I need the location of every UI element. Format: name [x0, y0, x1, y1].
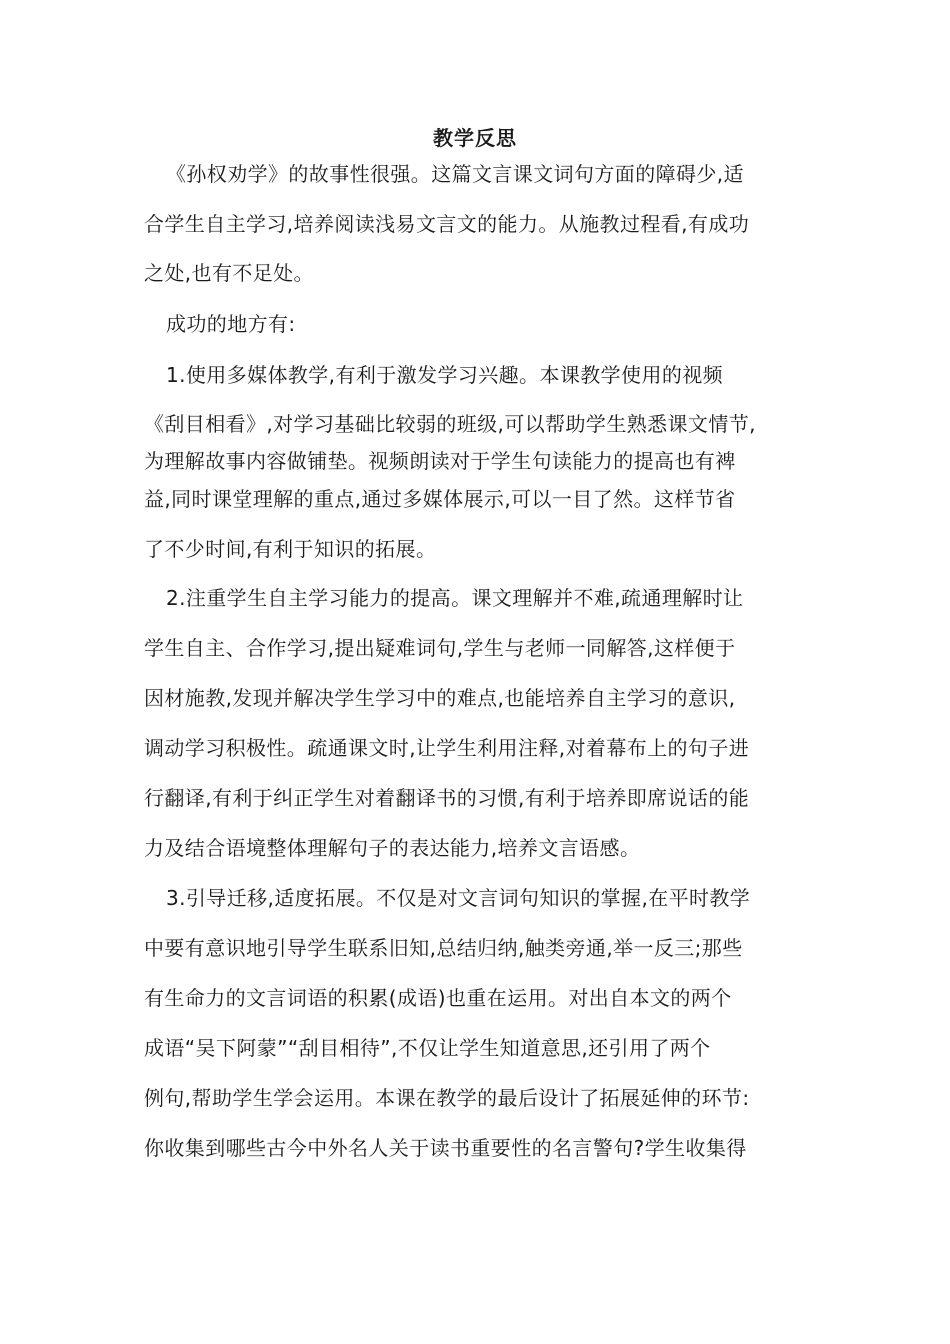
paragraph-line: 因材施教,发现并解决学生学习中的难点,也能培养自主学习的意识,: [144, 686, 736, 710]
paragraph-line: 2.注重学生自主学习能力的提高。课文理解并不难,疏通理解时让: [166, 586, 744, 610]
paragraph-line: 了不少时间,有利于知识的拓展。: [144, 537, 437, 561]
document-title: 教学反思: [433, 126, 517, 150]
paragraph-line: 《刮目相看》,对学习基础比较弱的班级,可以帮助学生熟悉课文情节,: [144, 412, 756, 436]
paragraph-line: 中要有意识地引导学生联系旧知,总结归纳,触类旁通,举一反三;那些: [144, 936, 743, 960]
paragraph-line: 《孙权劝学》的故事性很强。这篇文言课文词句方面的障碍少,适: [166, 162, 744, 186]
paragraph-line: 3.引导迁移,适度拓展。不仅是对文言词句知识的掌握,在平时教学: [166, 886, 751, 910]
paragraph-line: 例句,帮助学生学会运用。本课在教学的最后设计了拓展延伸的环节:: [144, 1086, 750, 1110]
paragraph-line: 有生命力的文言词语的积累(成语)也重在运用。对出自本文的两个: [144, 986, 732, 1010]
paragraph-line: 益,同时课堂理解的重点,通过多媒体展示,可以一目了然。这样节省: [144, 487, 736, 511]
paragraph-line: 力及结合语境整体理解句子的表达能力,培养文言语感。: [144, 836, 641, 860]
section-heading: 成功的地方有:: [166, 312, 296, 336]
paragraph-line: 1.使用多媒体教学,有利于激发学习兴趣。本课教学使用的视频: [166, 363, 724, 387]
paragraph-line: 成语“吴下阿蒙”“刮目相待”,不仅让学生知道意思,还引用了两个: [144, 1036, 711, 1060]
paragraph-line: 你收集到哪些古今中外名人关于读书重要性的名言警句?学生收集得: [144, 1136, 747, 1160]
paragraph-line: 合学生自主学习,培养阅读浅易文言文的能力。从施教过程看,有成功: [144, 212, 750, 236]
paragraph-line: 行翻译,有利于纠正学生对着翻译书的习惯,有利于培养即席说话的能: [144, 786, 750, 810]
paragraph-line: 之处,也有不足处。: [144, 261, 314, 285]
paragraph-line: 学生自主、合作学习,提出疑难词句,学生与老师一同解答,这样便于: [144, 636, 736, 660]
paragraph-line: 为理解故事内容做铺垫。视频朗读对于学生句读能力的提高也有裨: [144, 449, 736, 473]
paragraph-line: 调动学习积极性。疏通课文时,让学生利用注释,对着幕布上的句子进: [144, 736, 750, 760]
